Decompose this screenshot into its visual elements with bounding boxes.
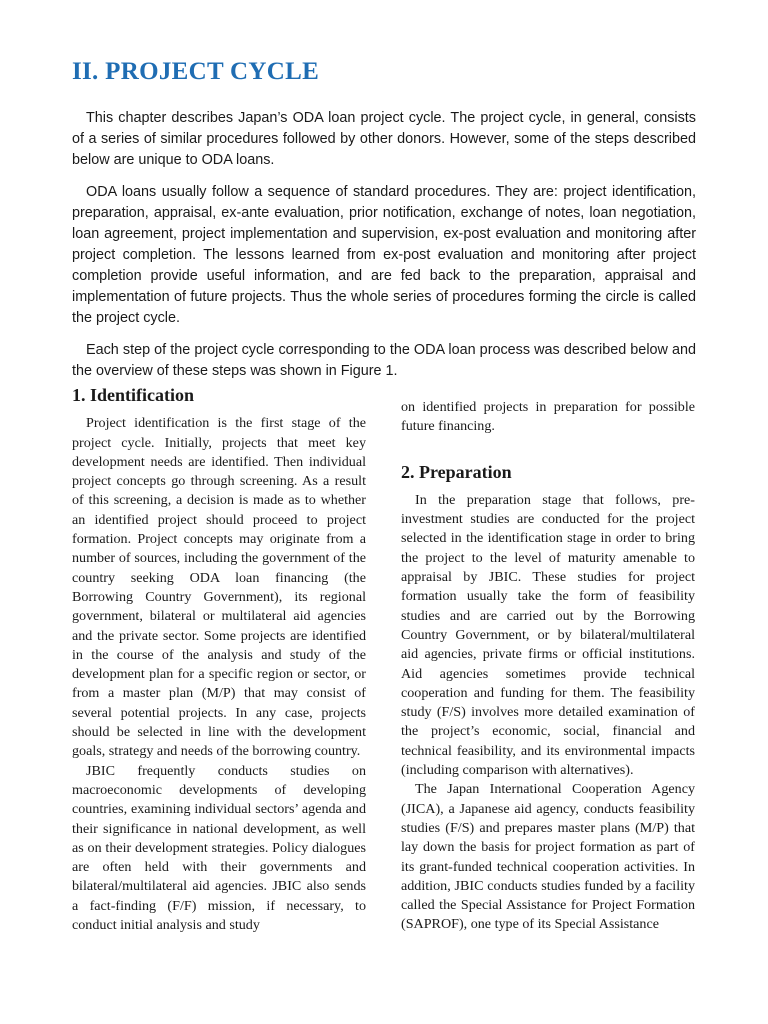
intro-paragraph: Each step of the project cycle corresponding to the ODA loan process was described below and the overview of these steps was shown in Figure 1. [72, 342, 696, 379]
right-column [401, 398, 695, 935]
body-paragraph-continuation: on identified projects in preparation for possible future financing. [401, 399, 695, 435]
intro-section [72, 108, 696, 393]
page-title: II. PROJECT CYCLE [72, 58, 320, 85]
body-paragraph: Project identification is the first stage of the project cycle. Initially, projects that meet key development needs are identified. Then individual project concepts go through screening. As a result of this screening, a decision is made as to whether an identified project should proceed to project formation. Project concepts may originate from a number of sources, including the government of the country seeking ODA loan financing (the Borrowing Country Government), its regional government, bilateral or multilateral aid agencies and the private sector. Some projects are identified in the course of the analysis and study of the development plan for a specific region or sector, or from a master plan (M/P) that may consist of several potential projects. In any case, projects should be selected in line with the development goals, strategy and needs of the borrowing country. [72, 415, 366, 760]
body-paragraph: JBIC frequently conducts studies on macroeconomic developments of developing countries, examining individual sectors’ agenda and their significance in national development, as well as on their development strategies. Policy dialogues are often held with their governments and bilateral/multilateral aid agencies. JBIC also sends a fact-finding (F/F) mission, if necessary, to conduct initial analysis and study [72, 762, 366, 934]
left-column [72, 386, 366, 935]
intro-paragraph: ODA loans usually follow a sequence of standard procedures. They are: project identification, preparation, appraisal, ex-ante evaluation, prior notification, exchange of notes, loan negotiation, loan agreement, project implementation and supervision, ex-post evaluation and monitoring after project completion. The lessons learned from ex-post evaluation and monitoring after project completion provide useful information, and are fed back to the preparation, appraisal and implementation of future projects. Thus the whole series of procedures forming the circle is called the project cycle. [72, 184, 696, 326]
body-paragraph: The Japan International Cooperation Agency (JICA), a Japanese aid agency, conducts feasibility studies (F/S) and prepares master plans (M/P) that lay down the basis for project formation as part of its grant-funded technical cooperation activities. In addition, JBIC conducts studies funded by a facility called the Special Assistance for Project Formation (SAPROF), one type of its Special Assistance [401, 781, 695, 933]
intro-paragraph: This chapter describes Japan’s ODA loan project cycle. The project cycle, in general, consists of a series of similar procedures followed by other donors. However, some of the steps described below are unique to ODA loans. [72, 110, 696, 168]
section-heading-identification: 1. Identification [72, 385, 195, 405]
section-heading-preparation: 2. Preparation [401, 461, 512, 482]
body-paragraph: In the preparation stage that follows, pre-investment studies are conducted for the project selected in the identification stage in order to bring the project to the level of maturity amenable to appraisal by JBIC. These studies for project formation usually take the form of feasibility studies and are carried out by the Borrowing Country Government, or by bilateral/multilateral aid agencies, private firms or official institutions. Aid agencies sometimes provide technical cooperation and funding for them. The feasibility study (F/S) involves more detailed examination of the project’s economic, social, financial and technical feasibility, and its environmental impacts (including comparison with alternatives). [401, 491, 695, 779]
